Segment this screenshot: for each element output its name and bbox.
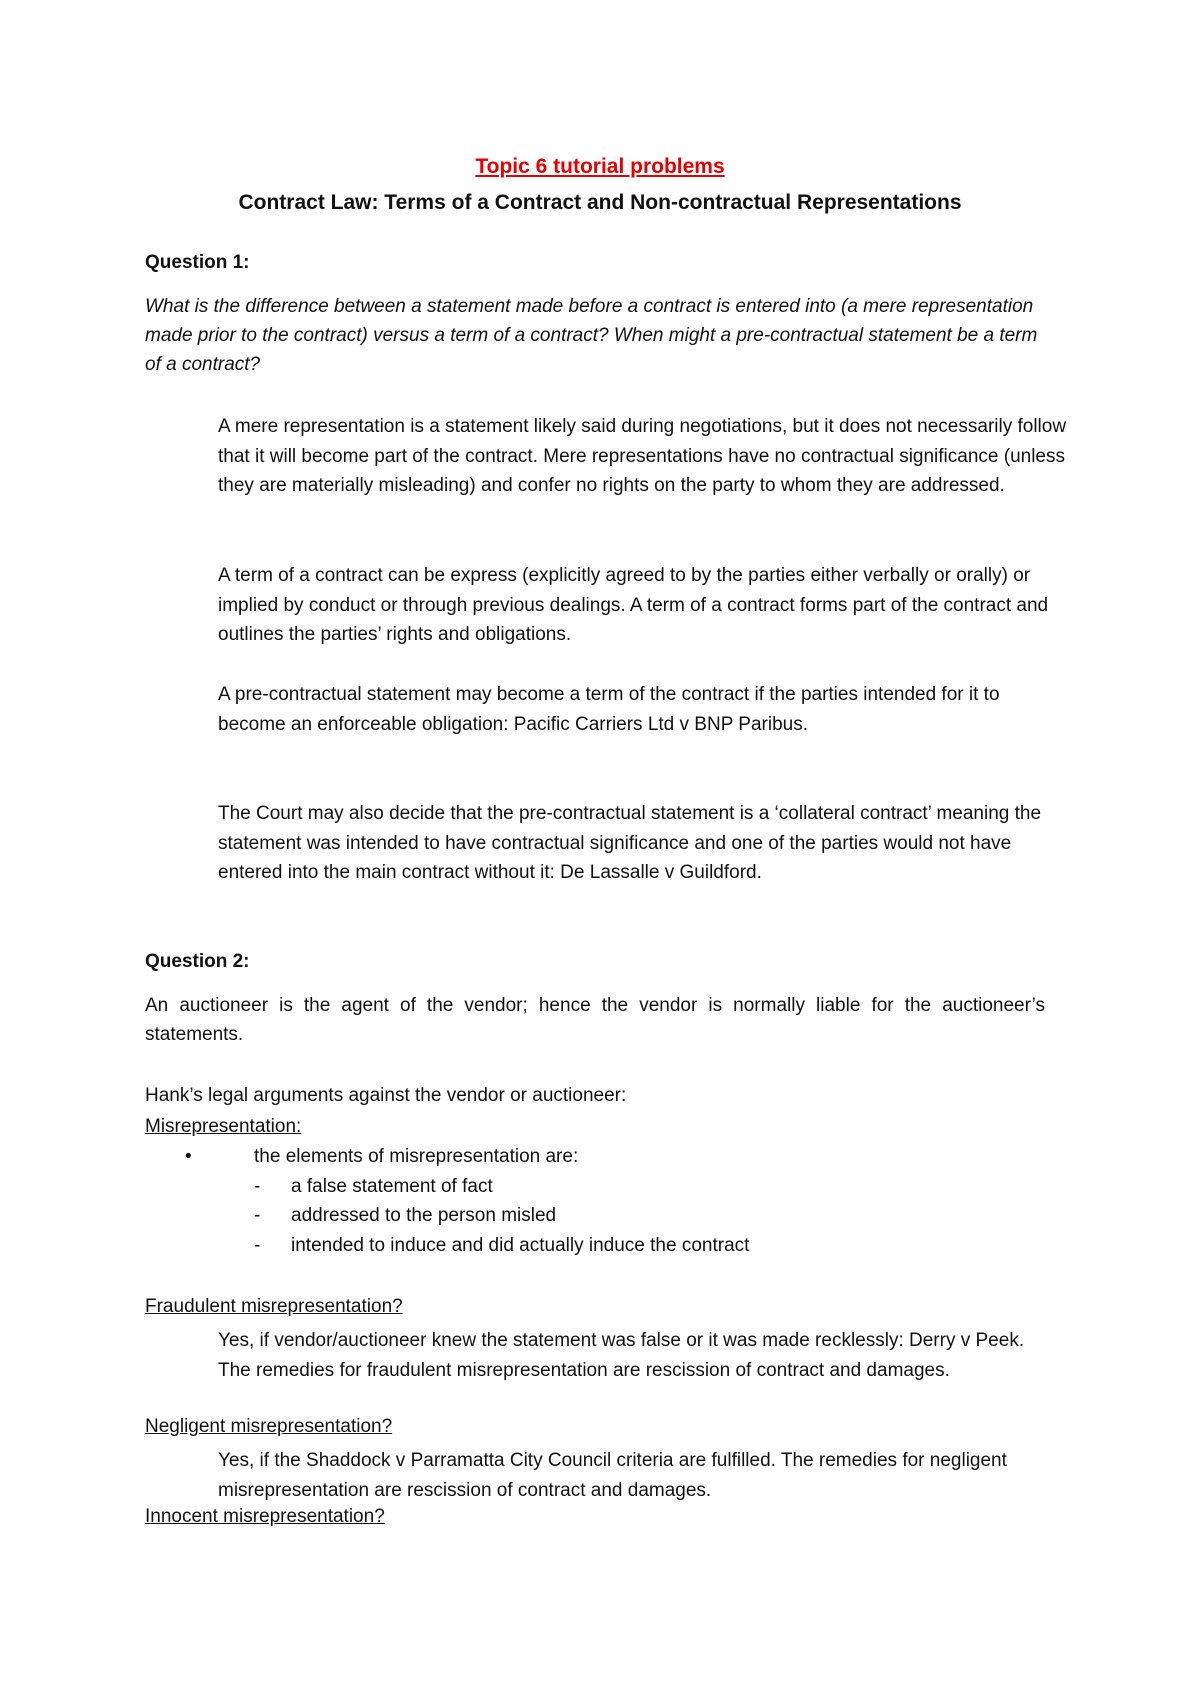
element-item: addressed to the person misled <box>291 1205 557 1226</box>
misrepresentation-heading: Misrepresentation: <box>145 1116 302 1137</box>
answer-paragraph-3: A pre-contractual statement may become a term of the contract if the parties intended for it to become an enforceable obligation: Pacific Carriers Ltd v BNP Paribus. <box>218 684 1000 735</box>
question-2-heading: Question 2: <box>145 951 250 972</box>
innocent-heading: Innocent misrepresentation? <box>145 1506 385 1527</box>
element-item: a false statement of fact <box>291 1176 493 1197</box>
dash-marker: - <box>254 1235 261 1256</box>
question-1-heading: Question 1: <box>145 252 250 273</box>
answer-paragraph-1: A mere representation is a statement likely said during negotiations, but it does not necessarily follow that it will become part of the contract. Mere representations have no contractual significance (unless they are materially misleading) and confer no rights on the party to whom they are addressed. <box>218 416 1067 496</box>
element-item: intended to induce and did actually induce the contract <box>291 1235 750 1256</box>
elements-bullet: the elements of misrepresentation are: <box>254 1146 579 1167</box>
bullet-marker: • <box>185 1146 192 1167</box>
fraudulent-heading: Fraudulent misrepresentation? <box>145 1296 403 1317</box>
answer-paragraph-2: A term of a contract can be express (explicitly agreed to by the parties either verbally or orally) or implied by conduct or through previous dealings. A term of a contract forms part of the contract and outlines the parties’ rights and obligations. <box>218 565 1049 645</box>
document-title: Topic 6 tutorial problems <box>475 155 725 178</box>
question-2-intro: An auctioneer is the agent of the vendor; hence the vendor is normally liable for the auctioneer’s statements. <box>145 995 1045 1045</box>
document-subtitle: Contract Law: Terms of a Contract and Non-contractual Representations <box>238 191 962 214</box>
arguments-intro: Hank’s legal arguments against the vendor or auctioneer: <box>145 1085 627 1106</box>
negligent-text: Yes, if the Shaddock v Parramatta City Council criteria are fulfilled. The remedies for negligent misrepresentation are rescission of contract and damages. <box>218 1450 1007 1501</box>
dash-marker: - <box>254 1176 261 1197</box>
dash-marker: - <box>254 1205 261 1226</box>
negligent-heading: Negligent misrepresentation? <box>145 1416 393 1437</box>
fraudulent-text: Yes, if vendor/auctioneer knew the statement was false or it was made recklessly: Derry v Peek. The remedies for fraudulent misrepresentation are rescission of contract and damages. <box>218 1330 1025 1381</box>
question-1-prompt: What is the difference between a statement made before a contract is entered into (a mere representation made prior to the contract) versus a term of a contract? When might a pre-contractual statement be a term of a contract? <box>145 296 1038 375</box>
answer-paragraph-4: The Court may also decide that the pre-contractual statement is a ‘collateral contract’ meaning the statement was intended to have contractual significance and one of the parties would not have entered into the main contract without it: De Lassalle v Guildford. <box>218 803 1042 883</box>
